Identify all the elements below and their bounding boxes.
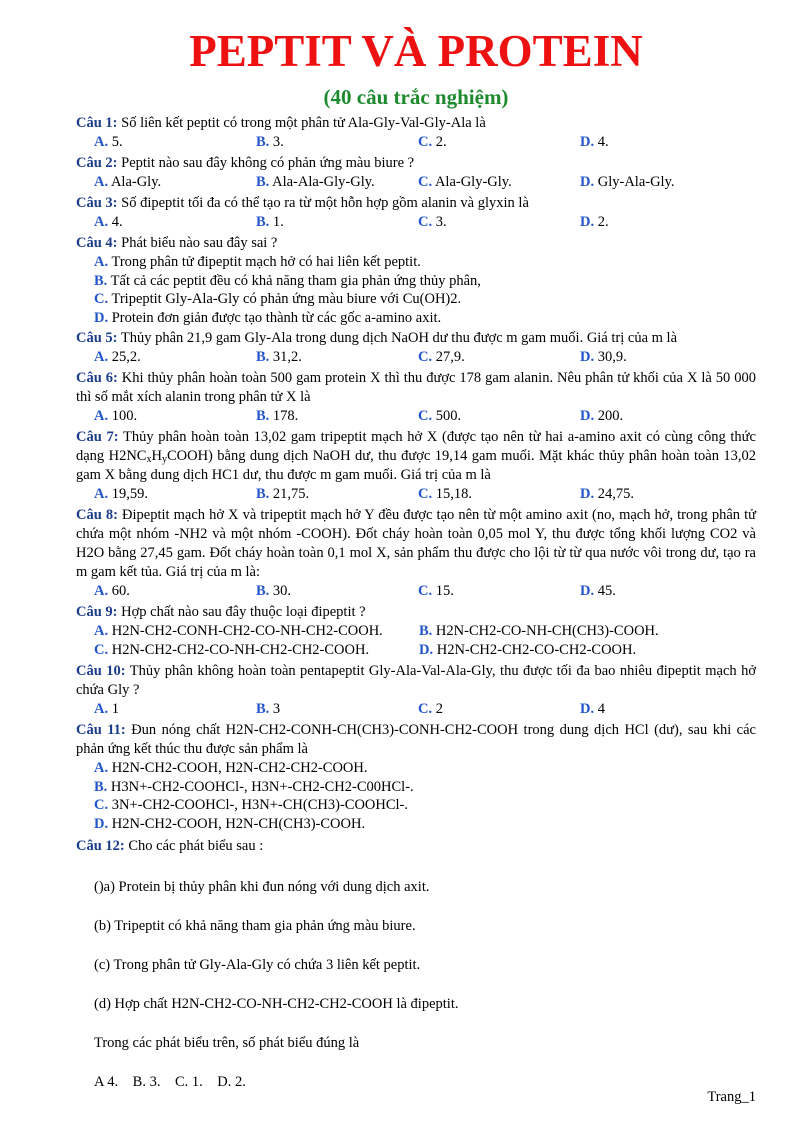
options-row xyxy=(76,133,756,152)
question-label: Câu 5: xyxy=(76,330,118,346)
option-a: A. 5. xyxy=(94,134,123,150)
option-b: B. 3 xyxy=(256,701,281,717)
option-c: C. 3N+-CH2-COOHCl-, H3N+-CH(CH3)-COOHCl-. xyxy=(94,797,409,813)
option-b: B. 21,75. xyxy=(256,486,310,502)
question-text: Đun nóng chất H2N-CH2-CONH-CH(CH3)-CONH-CH2-COOH trong dung dịch HCl (dư), sau khi các phản ứng kết thúc thu được sản phẩm là xyxy=(76,722,756,757)
option-b: B. 3. xyxy=(256,134,284,150)
option-a: A. 25,2. xyxy=(94,349,141,365)
options-row xyxy=(76,407,756,426)
option-d: D. H2N-CH2-CH2-CO-CH2-COOH. xyxy=(419,642,637,658)
question-text: Thủy phân không hoàn toàn pentapeptit Gly-Ala-Val-Ala-Gly, thu được tối đa bao nhiêu đipeptit mạch hở chứa Gly ? xyxy=(76,663,756,698)
question-label: Câu 3: xyxy=(76,195,118,211)
options-row xyxy=(76,622,756,641)
option-a: A. Trong phân tử đipeptit mạch hở có hai liên kết peptit. xyxy=(94,254,421,270)
option-a: A. H2N-CH2-COOH, H2N-CH2-CH2-COOH. xyxy=(94,760,368,776)
option-b: B. 30. xyxy=(256,583,292,599)
option-c: C. 500. xyxy=(418,408,462,424)
question-12 xyxy=(76,837,756,856)
option-a: A. 100. xyxy=(94,408,138,424)
question-3 xyxy=(76,194,756,213)
question-label: Câu 8: xyxy=(76,507,118,523)
question-9 xyxy=(76,603,756,622)
option-d: D. 4. xyxy=(580,134,609,150)
answer-choices: A 4. B. 3. C. 1. D. 2. xyxy=(94,1074,246,1090)
option-c: C. Ala-Gly-Gly. xyxy=(418,174,512,190)
question-text: Số đipeptit tối đa có thể tạo ra từ một hỗn hợp gồm alanin và glyxin là xyxy=(117,195,529,211)
options-row xyxy=(76,641,756,660)
option-c: C. 15,18. xyxy=(418,486,472,502)
option-c: C. H2N-CH2-CH2-CO-NH-CH2-CH2-COOH. xyxy=(94,642,370,658)
option-b: B. Ala-Ala-Gly-Gly. xyxy=(256,174,375,190)
question-5 xyxy=(76,329,756,348)
statement-d: (d) Hợp chất H2N-CH2-CO-NH-CH2-CH2-COOH là đipeptit. xyxy=(94,996,459,1012)
option-a: A. 4. xyxy=(94,214,123,230)
option-a: A. Ala-Gly. xyxy=(94,174,162,190)
question-label: Câu 7: xyxy=(76,429,119,445)
option-a: A. 1 xyxy=(94,701,119,717)
question-label: Câu 10: xyxy=(76,663,126,679)
options-row xyxy=(76,582,756,601)
option-b: B. Tất cả các peptit đều có khả năng tham gia phản ứng thủy phân, xyxy=(94,272,481,289)
question-text: Thủy phân 21,9 gam Gly-Ala trong dung dịch NaOH dư thu được m gam muối. Giá trị của m là xyxy=(117,330,678,346)
option-a: A. 19,59. xyxy=(94,486,148,502)
question-7: Câu 7: Thủy phân hoàn toàn 13,02 gam tripeptit mạch hở X (được tạo nên từ hai a-amino axit có cùng công thức dạng $H2NC_xH_yCOOH$) bằng dung dịch NaOH dư, thu được 19,14 gam muối. Mặt khác thủy phân hoàn toàn 13,02 gam X bằng dung dịch HC1 dư, thu được m gam muối. Giá trị của m là xyxy=(76,429,756,483)
options-row xyxy=(76,348,756,367)
option-d: D. 24,75. xyxy=(580,486,634,502)
option-b: B. 31,2. xyxy=(256,349,302,365)
option-d: D. 45. xyxy=(580,583,616,599)
question-prompt: Trong các phát biểu trên, số phát biểu đúng là xyxy=(94,1035,360,1051)
statement-c: (c) Trong phân tử Gly-Ala-Gly có chứa 3 liên kết peptit. xyxy=(94,957,421,973)
option-d: D. Gly-Ala-Gly. xyxy=(580,174,675,190)
option-c: C. 15. xyxy=(418,583,454,599)
question-label: Câu 11: xyxy=(76,722,126,738)
option-c: C. Tripeptit Gly-Ala-Gly có phản ứng màu biure với Cu(OH)2. xyxy=(94,291,462,307)
option-c: C. 2. xyxy=(418,134,447,150)
options-row xyxy=(76,485,756,504)
option-b: B. 1. xyxy=(256,214,284,230)
option-d: D. H2N-CH2-COOH, H2N-CH(CH3)-COOH. xyxy=(94,815,366,832)
option-c: C. 2 xyxy=(418,701,443,717)
question-label: Câu 6: xyxy=(76,370,118,386)
option-c: C. 27,9. xyxy=(418,349,465,365)
question-2 xyxy=(76,154,756,173)
statement-a: ()a) Protein bị thủy phân khi đun nóng với dung dịch axit. xyxy=(94,879,430,895)
question-label: Câu 12: xyxy=(76,838,125,854)
question-8 xyxy=(76,506,756,582)
question-label: Câu 2: xyxy=(76,155,118,171)
question-text: Peptit nào sau đây không có phản ứng màu biure ? xyxy=(117,155,415,171)
question-text: Phát biểu nào sau đây sai ? xyxy=(117,235,278,251)
option-b: B. H3N+-CH2-COOHCl-, H3N+-CH2-CH2-C00HCl-. xyxy=(94,778,414,795)
options-row xyxy=(76,213,756,232)
option-d: D. 4 xyxy=(580,701,605,717)
page-subtitle: (40 câu trắc nghiệm) xyxy=(323,85,509,109)
option-d: D. 30,9. xyxy=(580,349,627,365)
question-text: Đipeptit mạch hở X và tripeptit mạch hở Y đều được tạo nên từ một amino axit (no, mạch hở, trong phân tử chứa một nhóm -NH2 và một nhóm -COOH). Đốt cháy hoàn toàn 0,05 mol Y, thu được tổng khối lượng CO2 và H2O bằng 27,45 gam. Đốt cháy hoàn toàn 0,1 mol X, sản phẩm thu được cho lội từ từ qua nước vôi trong dư, tạo ra m gam kết tủa. Giá trị của m là: xyxy=(76,507,756,580)
question-label: Câu 4: xyxy=(76,235,118,251)
options-row xyxy=(76,173,756,192)
question-text: Hợp chất nào sau đây thuộc loại đipeptit ? xyxy=(117,604,366,620)
question-6 xyxy=(76,369,756,407)
question-label: Câu 1: xyxy=(76,115,118,131)
document-page xyxy=(76,22,756,1092)
question-text: Số liên kết peptit có trong một phân tử Ala-Gly-Val-Gly-Ala là xyxy=(117,115,486,131)
question-11 xyxy=(76,721,756,759)
option-a: A. H2N-CH2-CONH-CH2-CO-NH-CH2-COOH. xyxy=(94,623,383,639)
option-a: A. 60. xyxy=(94,583,130,599)
question-4 xyxy=(76,234,756,253)
question-text: Khi thủy phân hoàn toàn 500 gam protein X thì thu được 178 gam alanin. Nêu phân tử khối của X là 50 000 thì số mắt xích alanin trong phân tử X là xyxy=(76,370,756,405)
option-b: B. H2N-CH2-CO-NH-CH(CH3)-COOH. xyxy=(419,623,659,639)
options-row xyxy=(76,700,756,719)
question-text: Cho các phát biểu sau : xyxy=(124,838,264,854)
page-number: Trang_1 xyxy=(707,1089,756,1105)
question-1 xyxy=(76,114,756,133)
option-d: D. Protein đơn giản được tạo thành từ các gốc a-amino axit. xyxy=(94,309,442,326)
option-c: C. 3. xyxy=(418,214,447,230)
option-b: B. 178. xyxy=(256,408,299,424)
page-title: PEPTIT VÀ PROTEIN xyxy=(189,26,643,76)
question-label: Câu 9: xyxy=(76,604,118,620)
question-10 xyxy=(76,662,756,700)
statement-b: (b) Tripeptit có khả năng tham gia phản ứng màu biure. xyxy=(94,918,416,934)
option-d: D. 2. xyxy=(580,214,609,230)
option-d: D. 200. xyxy=(580,408,624,424)
